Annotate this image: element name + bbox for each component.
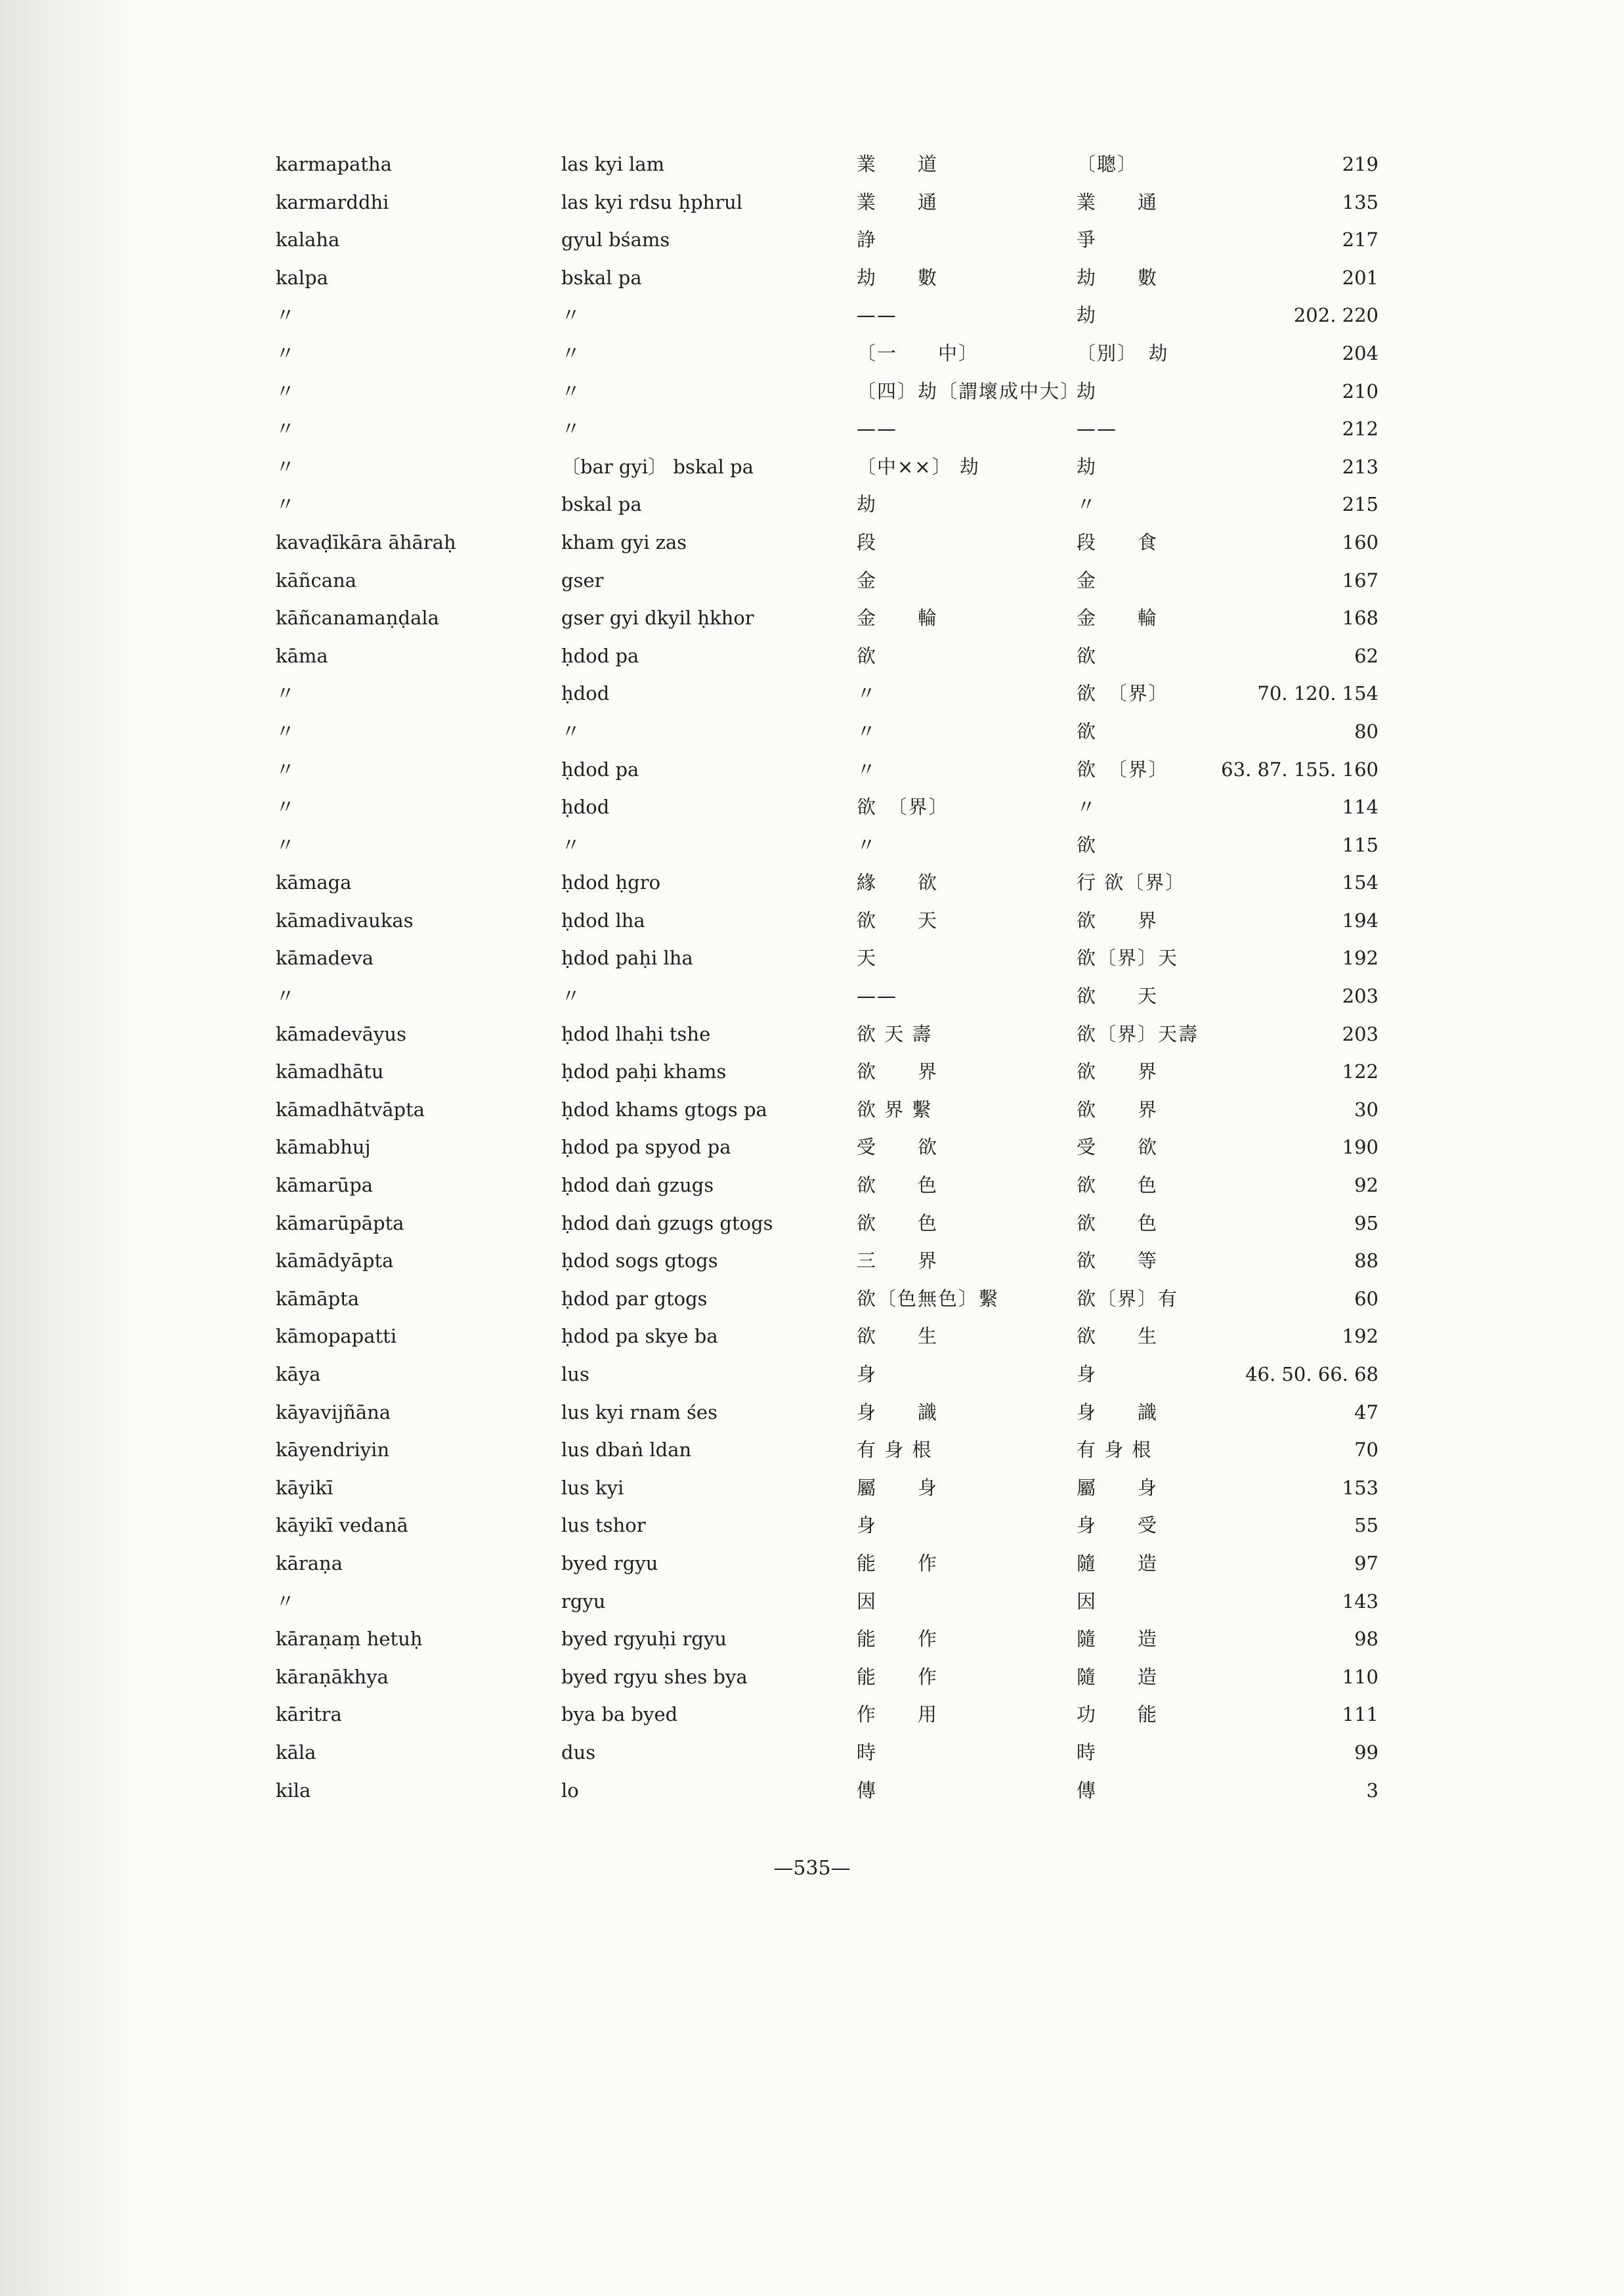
chinese-term-paramartha: 隨 造 — [1077, 1551, 1159, 1574]
page-reference: 122 — [1342, 1060, 1378, 1083]
tibetan-term: dus — [561, 1741, 596, 1764]
chinese-term-paramartha: 有 身 根 — [1077, 1439, 1153, 1462]
tibetan-term: 〃 — [561, 985, 581, 1008]
sanskrit-term: kāmarūpāpta — [276, 1211, 404, 1234]
chinese-term-paramartha: 隨 造 — [1077, 1665, 1159, 1688]
page-reference: 70. 120. 154 — [1257, 682, 1378, 705]
chinese-term-paramartha: 屬 身 — [1077, 1476, 1159, 1499]
index-entry — [263, 1129, 1424, 1167]
page-reference: 160 — [1342, 531, 1378, 553]
chinese-term-xuanzang: —— — [857, 304, 897, 327]
chinese-term-paramartha: 欲〔界〕有 — [1077, 1287, 1179, 1310]
page-reference: 3 — [1366, 1779, 1378, 1802]
page-reference: 202. 220 — [1293, 304, 1378, 327]
page-reference: 143 — [1342, 1590, 1378, 1613]
sanskrit-term: 〃 — [276, 758, 295, 781]
chinese-term-xuanzang: 段 — [857, 531, 878, 553]
sanskrit-term: kāma — [276, 644, 328, 667]
tibetan-term: lo — [561, 1779, 579, 1802]
tibetan-term: ḥdod daṅ gzugs gtogs — [561, 1211, 773, 1234]
chinese-term-xuanzang: 〃 — [857, 758, 878, 781]
index-entry — [263, 1696, 1424, 1734]
tibetan-term: lus kyi rnam śes — [561, 1400, 717, 1423]
chinese-term-paramartha: 欲 界 — [1077, 1060, 1159, 1083]
index-entry — [263, 1658, 1424, 1697]
sanskrit-term: kāyavijñāna — [276, 1400, 391, 1423]
tibetan-term: lus dbaṅ ldan — [561, 1439, 692, 1462]
index-entry — [263, 1583, 1424, 1621]
tibetan-term: ḥdod sogs gtogs — [561, 1249, 718, 1272]
chinese-term-xuanzang: 能 作 — [857, 1551, 939, 1574]
chinese-term-paramartha: 劫 — [1077, 379, 1098, 402]
chinese-term-paramartha: 功 能 — [1077, 1703, 1159, 1726]
index-entry — [263, 1053, 1424, 1091]
page-reference: 98 — [1354, 1628, 1378, 1651]
tibetan-term: byed rgyu shes bya — [561, 1665, 748, 1688]
chinese-term-xuanzang: 劫 — [857, 493, 878, 516]
sanskrit-term: kāmadhātvāpta — [276, 1098, 425, 1121]
page-reference: 88 — [1354, 1249, 1378, 1272]
sanskrit-term: kāmāpta — [276, 1287, 360, 1310]
chinese-term-paramartha: 金 輪 — [1077, 607, 1159, 630]
tibetan-term: 〃 — [561, 833, 581, 856]
sanskrit-term: kāyikī vedanā — [276, 1514, 408, 1537]
chinese-term-xuanzang: 〃 — [857, 720, 878, 743]
chinese-term-xuanzang: 業 通 — [857, 190, 939, 213]
index-entry — [263, 486, 1424, 524]
chinese-term-xuanzang: 劫 數 — [857, 266, 939, 289]
chinese-term-xuanzang: 能 作 — [857, 1628, 939, 1651]
chinese-term-xuanzang: 時 — [857, 1741, 878, 1764]
chinese-term-paramartha: 欲 等 — [1077, 1249, 1159, 1272]
index-entry — [263, 259, 1424, 297]
chinese-term-paramartha: 欲 界 — [1077, 909, 1159, 932]
page-reference: 194 — [1342, 909, 1378, 932]
tibetan-term: byed rgyu — [561, 1551, 658, 1574]
chinese-term-xuanzang: 欲 色 — [857, 1174, 939, 1197]
sanskrit-term: kāmabhuj — [276, 1136, 371, 1159]
chinese-term-paramartha: 欲 生 — [1077, 1325, 1159, 1348]
sanskrit-term: 〃 — [276, 796, 295, 819]
sanskrit-term: kāya — [276, 1363, 321, 1385]
page-reference: 70 — [1354, 1439, 1378, 1462]
chinese-term-paramartha: 因 — [1077, 1590, 1098, 1613]
chinese-term-paramartha: 〔聰〕 — [1077, 153, 1138, 175]
sanskrit-term: 〃 — [276, 682, 295, 705]
sanskrit-term: karmarddhi — [276, 190, 389, 213]
index-entry — [263, 1205, 1424, 1243]
sanskrit-term: kila — [276, 1779, 311, 1802]
sanskrit-term: 〃 — [276, 304, 295, 327]
chinese-term-paramartha: 劫 數 — [1077, 266, 1159, 289]
page-reference: 80 — [1354, 720, 1378, 743]
page-reference: 110 — [1342, 1665, 1378, 1688]
chinese-term-xuanzang: 欲 生 — [857, 1325, 939, 1348]
chinese-term-xuanzang: 身 — [857, 1514, 878, 1537]
page-reference: 201 — [1342, 266, 1378, 289]
page-reference: 192 — [1342, 947, 1378, 970]
tibetan-term: ḥdod pa spyod pa — [561, 1136, 731, 1159]
chinese-term-paramartha: 業 通 — [1077, 190, 1159, 213]
page-reference: 95 — [1354, 1211, 1378, 1234]
index-entry — [263, 1242, 1424, 1280]
index-entry — [263, 1507, 1424, 1545]
index-entry — [263, 448, 1424, 487]
tibetan-term: 〃 — [561, 304, 581, 327]
page-reference: 217 — [1342, 228, 1378, 251]
chinese-term-paramartha: 欲 色 — [1077, 1211, 1159, 1234]
tibetan-term: ḥdod ḥgro — [561, 871, 661, 894]
tibetan-term: ḥdod pa — [561, 758, 639, 781]
tibetan-term: ḥdod pa skye ba — [561, 1325, 718, 1348]
chinese-term-paramartha: 欲 — [1077, 720, 1098, 743]
tibetan-term: 〃 — [561, 418, 581, 441]
chinese-term-xuanzang: 傳 — [857, 1779, 878, 1802]
chinese-term-paramartha: 隨 造 — [1077, 1628, 1159, 1651]
scan-edge-shadow — [0, 0, 197, 2296]
chinese-term-xuanzang: 因 — [857, 1590, 878, 1613]
chinese-term-paramartha: 受 欲 — [1077, 1136, 1159, 1159]
chinese-term-xuanzang: 〔中××〕 劫 — [857, 455, 980, 478]
chinese-term-xuanzang: 作 用 — [857, 1703, 939, 1726]
index-entry — [263, 221, 1424, 259]
page-reference: 135 — [1342, 190, 1378, 213]
tibetan-term: ḥdod — [561, 682, 610, 705]
page-reference: 30 — [1354, 1098, 1378, 1121]
chinese-term-paramartha: 欲 〔界〕 — [1077, 758, 1169, 781]
tibetan-term: gyul bśams — [561, 228, 670, 251]
chinese-term-paramartha: 欲 天 — [1077, 985, 1159, 1008]
chinese-term-paramartha: 金 — [1077, 569, 1098, 592]
tibetan-term: ḥdod lha — [561, 909, 645, 932]
index-entry — [263, 1394, 1424, 1432]
index-entry — [263, 978, 1424, 1016]
sanskrit-term: kāmarūpa — [276, 1174, 374, 1197]
page-number: —535— — [773, 1857, 851, 1880]
index-entry — [263, 1620, 1424, 1658]
tibetan-term: bskal pa — [561, 266, 642, 289]
page-reference: 115 — [1342, 833, 1378, 856]
chinese-term-paramartha: 欲 〔界〕 — [1077, 682, 1169, 705]
chinese-term-xuanzang: 欲 界 — [857, 1060, 939, 1083]
chinese-term-xuanzang: 欲 天 — [857, 909, 939, 932]
page-reference: 55 — [1354, 1514, 1378, 1537]
page-reference: 168 — [1342, 607, 1378, 630]
chinese-term-paramartha: 欲 — [1077, 833, 1098, 856]
page-reference: 62 — [1354, 644, 1378, 667]
chinese-term-paramartha: 身 受 — [1077, 1514, 1159, 1537]
index-entry — [263, 789, 1424, 827]
sanskrit-term: 〃 — [276, 341, 295, 364]
page-reference: 192 — [1342, 1325, 1378, 1348]
chinese-term-xuanzang: 欲 〔界〕 — [857, 796, 949, 819]
index-entry — [263, 335, 1424, 373]
tibetan-term: ḥdod paḥi khams — [561, 1060, 727, 1083]
chinese-term-xuanzang: 業 道 — [857, 153, 939, 175]
sanskrit-term: 〃 — [276, 1590, 295, 1613]
page-reference: 219 — [1342, 153, 1378, 175]
chinese-term-paramartha: 欲 界 — [1077, 1098, 1159, 1121]
page-reference: 154 — [1342, 871, 1378, 894]
tibetan-term: byed rgyuḥi rgyu — [561, 1628, 727, 1651]
chinese-term-paramartha: 〃 — [1077, 493, 1098, 516]
chinese-term-paramartha: 劫 — [1077, 455, 1098, 478]
sanskrit-term: 〃 — [276, 493, 295, 516]
index-entry — [263, 827, 1424, 865]
sanskrit-term: 〃 — [276, 720, 295, 743]
page-reference: 215 — [1342, 493, 1378, 516]
page-reference: 203 — [1342, 1022, 1378, 1045]
page-reference: 46. 50. 66. 68 — [1245, 1363, 1378, 1385]
tibetan-term: lus kyi — [561, 1476, 624, 1499]
index-entry — [263, 297, 1424, 335]
index-entry — [263, 902, 1424, 940]
index-entry — [263, 1431, 1424, 1469]
sanskrit-term: kalaha — [276, 228, 340, 251]
index-entry — [263, 524, 1424, 562]
tibetan-term: gser gyi dkyil ḥkhor — [561, 607, 754, 630]
sanskrit-term: kāmopapatti — [276, 1325, 397, 1348]
chinese-term-xuanzang: 受 欲 — [857, 1136, 939, 1159]
chinese-term-xuanzang: 天 — [857, 947, 878, 970]
sanskrit-term: karmapatha — [276, 153, 392, 175]
tibetan-term: lus — [561, 1363, 589, 1385]
index-entry — [263, 1318, 1424, 1356]
page-reference: 47 — [1354, 1400, 1378, 1423]
index-entry — [263, 1545, 1424, 1583]
index-entry — [263, 1469, 1424, 1507]
tibetan-term: rgyu — [561, 1590, 606, 1613]
page-reference: 213 — [1342, 455, 1378, 478]
tibetan-term: bya ba byed — [561, 1703, 678, 1726]
index-entry — [263, 675, 1424, 713]
tibetan-term: ḥdod par gtogs — [561, 1287, 708, 1310]
sanskrit-term: kāñcanamaṇḍala — [276, 607, 439, 630]
chinese-term-paramartha: —— — [1077, 418, 1117, 441]
chinese-term-xuanzang: 欲〔色無色〕繫 — [857, 1287, 1000, 1310]
sanskrit-term: kāmadivaukas — [276, 909, 414, 932]
sanskrit-term: kāraṇaṃ hetuḥ — [276, 1628, 423, 1651]
page-reference: 210 — [1342, 379, 1378, 402]
index-entry — [263, 1091, 1424, 1129]
sanskrit-term: kavaḍīkāra āhāraḥ — [276, 531, 456, 553]
tibetan-term: lus tshor — [561, 1514, 646, 1537]
sanskrit-term: kāmadevāyus — [276, 1022, 406, 1045]
chinese-term-xuanzang: 欲 — [857, 644, 878, 667]
page-reference: 167 — [1342, 569, 1378, 592]
chinese-term-paramartha: 行 欲〔界〕 — [1077, 871, 1186, 894]
sanskrit-term: 〃 — [276, 455, 295, 478]
tibetan-term: gser — [561, 569, 604, 592]
page-reference: 204 — [1342, 341, 1378, 364]
chinese-term-xuanzang: —— — [857, 418, 897, 441]
chinese-term-xuanzang: 金 — [857, 569, 878, 592]
sanskrit-term: 〃 — [276, 985, 295, 1008]
page-reference: 92 — [1354, 1174, 1378, 1197]
tibetan-term: ḥdod khams gtogs pa — [561, 1098, 767, 1121]
chinese-term-paramartha: 〃 — [1077, 796, 1098, 819]
chinese-term-xuanzang: 〃 — [857, 682, 878, 705]
sanskrit-term: kāñcana — [276, 569, 357, 592]
sanskrit-term: kalpa — [276, 266, 328, 289]
tibetan-term: las kyi rdsu ḥphrul — [561, 190, 743, 213]
sanskrit-term: kāyendriyin — [276, 1439, 390, 1462]
page-reference: 63. 87. 155. 160 — [1221, 758, 1378, 781]
page-reference: 97 — [1354, 1551, 1378, 1574]
sanskrit-term: kāmadeva — [276, 947, 374, 970]
sanskrit-term: kāraṇākhya — [276, 1665, 389, 1688]
sanskrit-term: kāla — [276, 1741, 316, 1764]
page-reference: 114 — [1342, 796, 1378, 819]
chinese-term-xuanzang: 金 輪 — [857, 607, 939, 630]
chinese-term-xuanzang: 〃 — [857, 833, 878, 856]
chinese-term-paramartha: 欲〔界〕天 — [1077, 947, 1179, 970]
chinese-term-xuanzang: 屬 身 — [857, 1476, 939, 1499]
chinese-term-paramartha: 劫 — [1077, 304, 1098, 327]
page-reference: 99 — [1354, 1741, 1378, 1764]
chinese-term-xuanzang: 欲 界 繫 — [857, 1098, 933, 1121]
index-entry — [263, 1016, 1424, 1054]
index-entry — [263, 146, 1424, 184]
page-reference: 60 — [1354, 1287, 1378, 1310]
sanskrit-term: 〃 — [276, 833, 295, 856]
index-entry — [263, 373, 1424, 411]
index-table — [263, 146, 1424, 1809]
tibetan-term: ḥdod lhaḥi tshe — [561, 1022, 711, 1045]
chinese-term-paramartha: 時 — [1077, 1741, 1098, 1764]
chinese-term-xuanzang: 身 — [857, 1363, 878, 1385]
index-entry — [263, 410, 1424, 448]
tibetan-term: 〃 — [561, 379, 581, 402]
index-entry — [263, 1734, 1424, 1772]
sanskrit-term: 〃 — [276, 418, 295, 441]
page-reference: 203 — [1342, 985, 1378, 1008]
chinese-term-paramartha: 傳 — [1077, 1779, 1098, 1802]
sanskrit-term: kāmādyāpta — [276, 1249, 394, 1272]
index-entry — [263, 184, 1424, 222]
sanskrit-term: kāmadhātu — [276, 1060, 384, 1083]
chinese-term-paramartha: 身 識 — [1077, 1400, 1159, 1423]
index-entry — [263, 599, 1424, 638]
chinese-term-xuanzang: 欲 色 — [857, 1211, 939, 1234]
index-entry — [263, 713, 1424, 751]
chinese-term-paramartha: 爭 — [1077, 228, 1098, 251]
tibetan-term: ḥdod pa — [561, 644, 639, 667]
chinese-term-xuanzang: 有 身 根 — [857, 1439, 933, 1462]
chinese-term-xuanzang: 諍 — [857, 228, 878, 251]
page-reference: 190 — [1342, 1136, 1378, 1159]
chinese-term-xuanzang: 〔一 中〕 — [857, 341, 979, 364]
sanskrit-term: 〃 — [276, 379, 295, 402]
tibetan-term: 〔bar gyi〕 bskal pa — [561, 455, 754, 478]
chinese-term-xuanzang: 欲 天 壽 — [857, 1022, 933, 1045]
index-entry — [263, 1772, 1424, 1810]
page-reference: 212 — [1342, 418, 1378, 441]
index-entry — [263, 1167, 1424, 1205]
chinese-term-paramartha: 欲〔界〕天壽 — [1077, 1022, 1199, 1045]
chinese-term-paramartha: 段 食 — [1077, 531, 1159, 553]
index-entry — [263, 864, 1424, 902]
chinese-term-xuanzang: 〔四〕劫〔謂壞成中大〕 — [857, 379, 1081, 402]
chinese-term-xuanzang: 身 識 — [857, 1400, 939, 1423]
tibetan-term: ḥdod paḥi lha — [561, 947, 693, 970]
chinese-term-paramartha: 〔別〕 劫 — [1077, 341, 1169, 364]
index-entry — [263, 751, 1424, 789]
index-entry — [263, 940, 1424, 978]
index-entry — [263, 1280, 1424, 1318]
chinese-term-xuanzang: 能 作 — [857, 1665, 939, 1688]
page-reference: 111 — [1342, 1703, 1378, 1726]
sanskrit-term: kāraṇa — [276, 1551, 343, 1574]
sanskrit-term: kāyikī — [276, 1476, 333, 1499]
chinese-term-paramartha: 欲 色 — [1077, 1174, 1159, 1197]
tibetan-term: ḥdod — [561, 796, 610, 819]
tibetan-term: 〃 — [561, 341, 581, 364]
tibetan-term: ḥdod daṅ gzugs — [561, 1174, 714, 1197]
tibetan-term: bskal pa — [561, 493, 642, 516]
chinese-term-xuanzang: 緣 欲 — [857, 871, 939, 894]
index-entry — [263, 1356, 1424, 1394]
tibetan-term: kham gyi zas — [561, 531, 687, 553]
chinese-term-paramartha: 身 — [1077, 1363, 1098, 1385]
page-reference: 153 — [1342, 1476, 1378, 1499]
index-entry — [263, 562, 1424, 600]
chinese-term-xuanzang: 三 界 — [857, 1249, 939, 1272]
sanskrit-term: kāritra — [276, 1703, 342, 1726]
chinese-term-paramartha: 欲 — [1077, 644, 1098, 667]
sanskrit-term: kāmaga — [276, 871, 352, 894]
index-entry — [263, 638, 1424, 676]
chinese-term-xuanzang: —— — [857, 985, 897, 1008]
tibetan-term: las kyi lam — [561, 153, 665, 175]
tibetan-term: 〃 — [561, 720, 581, 743]
